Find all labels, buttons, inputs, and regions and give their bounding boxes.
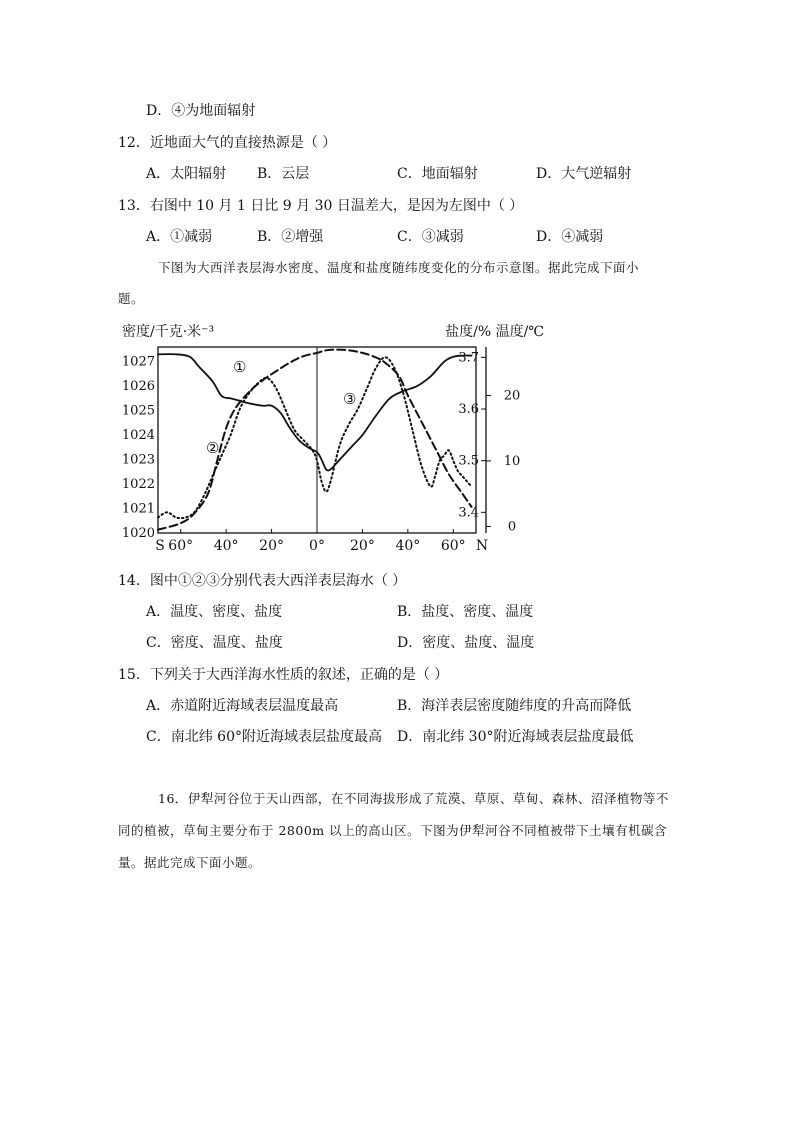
q14-option-b: B．盐度、密度、温度 bbox=[397, 604, 534, 620]
q11-option-d: D．④为地面辐射 bbox=[146, 103, 256, 119]
curve-label-1: ① bbox=[233, 358, 247, 376]
q13-option-b: B．②增强 bbox=[257, 229, 324, 245]
curve-label-2: ② bbox=[206, 439, 220, 457]
salinity-tick-label: 3.6 bbox=[458, 402, 479, 417]
q14-option-c: C．密度、温度、盐度 bbox=[146, 635, 283, 651]
q13-option-c: C．③减弱 bbox=[397, 229, 464, 245]
q15-option-d: D．南北纬 30°附近海域表层盐度最低 bbox=[397, 729, 634, 745]
salinity-tick-label: 3.5 bbox=[458, 453, 479, 469]
intro-14-15-line1: 下图为大西洋表层海水密度、温度和盐度随纬度变化的分布示意图。据此完成下面小 bbox=[158, 260, 640, 275]
x-tick-label: 60° bbox=[168, 538, 194, 554]
q12-option-d: D．大气逆辐射 bbox=[536, 166, 632, 182]
density-tick-label: 1027 bbox=[121, 354, 155, 370]
q12-option-b: B．云层 bbox=[257, 166, 310, 182]
curve-label-3: ③ bbox=[343, 390, 357, 408]
x-tick-label: 20° bbox=[350, 538, 375, 554]
x-tick-label: 0° bbox=[309, 538, 325, 554]
density-tick-label: 1026 bbox=[121, 379, 155, 395]
q15-stem: 15．下列关于大西洋海水性质的叙述，正确的是（ ） bbox=[118, 667, 449, 683]
q12-option-c: C．地面辐射 bbox=[397, 166, 478, 182]
temperature-tick-label: 0 bbox=[507, 519, 517, 535]
x-tick-label: 60° bbox=[440, 538, 466, 554]
left-axis-label: 密度/千克·米⁻³ bbox=[122, 324, 215, 340]
q12-stem: 12．近地面大气的直接热源是（ ） bbox=[118, 135, 337, 151]
q12-option-a: A．太阳辐射 bbox=[146, 166, 227, 182]
salinity-tick-label: 3.7 bbox=[458, 350, 479, 366]
x-tick-label: S bbox=[155, 538, 165, 554]
q14-option-a: A．温度、密度、盐度 bbox=[146, 604, 283, 620]
q15-option-a: A．赤道附近海域表层温度最高 bbox=[146, 698, 339, 714]
density-tick-label: 1021 bbox=[121, 501, 155, 517]
density-tick-label: 1023 bbox=[121, 452, 155, 468]
temperature-tick-label: 10 bbox=[503, 453, 521, 469]
q13-stem: 13．右图中 10 月 1 日比 9 月 30 日温差大，是因为左图中（ ） bbox=[118, 198, 524, 214]
intro-14-15-line2: 题。 bbox=[118, 291, 145, 306]
right-axis-label: 盐度/% 温度/℃ bbox=[445, 324, 544, 340]
q13-option-d: D．④减弱 bbox=[536, 229, 604, 245]
density-tick-label: 1025 bbox=[121, 403, 155, 419]
x-tick-label: N bbox=[475, 538, 489, 554]
x-tick-label: 40° bbox=[213, 538, 239, 554]
x-tick-label: 20° bbox=[259, 538, 284, 554]
atlantic-surface-water-chart bbox=[118, 316, 558, 556]
q14-stem: 14．图中①②③分别代表大西洋表层海水（ ） bbox=[118, 573, 407, 589]
q15-option-b: B．海洋表层密度随纬度的升高而降低 bbox=[397, 698, 632, 714]
q14-option-d: D．密度、盐度、温度 bbox=[397, 635, 535, 651]
salinity-tick-label: 3.4 bbox=[458, 505, 479, 521]
density-tick-label: 1022 bbox=[121, 477, 155, 493]
q16-intro: 16．伊犁河谷位于天山西部，在不同海拔形成了荒漠、草原、草甸、森林、沼泽植物等不同的植被，草甸主要分布于 2800m 以上的高山区。下图为伊犁河谷不同植被带下土壤有机碳含量。据此完成下面小题。 bbox=[118, 791, 669, 870]
q15-option-c: C．南北纬 60°附近海域表层盐度最高 bbox=[146, 729, 382, 745]
x-tick-label: 40° bbox=[395, 538, 421, 554]
density-tick-label: 1020 bbox=[121, 526, 155, 541]
density-tick-label: 1024 bbox=[121, 428, 155, 444]
q13-option-a: A．①减弱 bbox=[146, 229, 213, 245]
temperature-tick-label: 20 bbox=[503, 388, 521, 404]
